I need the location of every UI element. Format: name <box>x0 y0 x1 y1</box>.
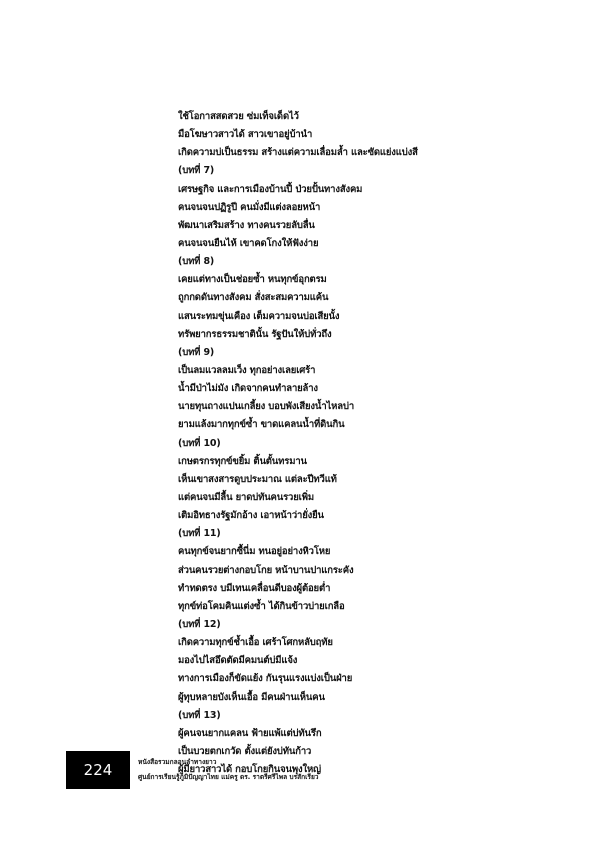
stanza-heading: (บทที่ 11) <box>178 528 221 540</box>
poem-line: นายทุนถางแปนเกลี้ยง บอบพังเสียงน้ำไหลบ่า <box>178 401 355 413</box>
poem-line: ผู้ทุบหลายบังเห็นเอื้อ มีคนฝ่านเห็นคน <box>178 691 325 703</box>
poem-line: เคยแต่ทางเป็นช่อยซ้ำ หนทุกข์อุกตรม <box>178 274 327 286</box>
stanza-heading: (บทที่ 9) <box>178 346 215 358</box>
poem-line: ทรัพยากรธรรมชาตินั้น รัฐปันให้บ่ทั่วถึง <box>178 328 332 340</box>
poem-line: พัฒนาเสริมสร้าง ทางคนรวยลับลื่น <box>178 219 315 231</box>
poem-line: แต่คนจนมีลื้น ยาดบ่ทันคนรวยเพิ่ม <box>178 491 314 503</box>
poem-line: มือโฆษาวสาวได้ สาวเขาอยู่บ้านำ <box>178 129 313 141</box>
stanza-heading: (บทที่ 8) <box>178 256 215 268</box>
poem-body <box>178 108 578 779</box>
poem-line: น้ำมีป่าไม่มัง เกิดจากคนทำลายล้าง <box>178 383 318 395</box>
poem-line: เห็นเขาสงสารดูบประมาณ แต่ละปีทวีแท้ <box>178 473 337 485</box>
poem-line: ถูกกดดันทางสังคม สั่งสะสมความแค้น <box>178 292 329 304</box>
poem-line: เกิดความทุกข์ช้ำเอื้อ เศร้าโศกหลับฤทัย <box>178 637 333 649</box>
poem-line: ทุกข์ท่อโคมคินแต่งซ้ำ ได้กินข้าวบ่ายเกลือ <box>178 600 345 612</box>
poem-line: ส่วนคนรวยต่างกอบโกย หน้าบานปาแกระคัง <box>178 564 354 576</box>
poem-line: ยามแล้งมากทุกข์ซ้ำ ขาดแคลนน้ำที่ดินกิน <box>178 419 345 431</box>
poem-line: คนทุกข์จนยากซื้นี่ม ทนอยู่อย่างหิวโหย <box>178 546 331 558</box>
poem-line: เกิดความบ่เป็นธรรม สร้างแต่ความเลื่อมล้ำ และซัดแย่งแบ่งสี <box>178 147 418 159</box>
poem-line: เศรษฐกิจ และการเมืองบ้านปี้ ป่วยปั้นทางสังคม <box>178 183 363 195</box>
stanza-heading: (บทที่ 12) <box>178 618 221 630</box>
poem-line: เป็นบวยตกเกวัด ตั้งแต่ยังบ่ทันก้าว <box>178 745 312 757</box>
poem-line: ทำทดตรง บมีเทนเคลื่อนดีบองผู้ต้อยต่ำ <box>178 582 331 594</box>
poem-line: คนจนจนยืนไห้ เขาคดโกงให้ฟังง่าย <box>178 237 319 249</box>
stanza-heading: (บทที่ 13) <box>178 709 221 721</box>
stanza-heading: (บทที่ 10) <box>178 437 221 449</box>
book-title: หนังสือรวมกลอนลำทางยาว <box>138 758 217 766</box>
page-footer <box>66 751 595 789</box>
poem-line: ใช้โอกาสสดสวย ซ่มเท็จเด็ดไว้ <box>178 111 299 122</box>
poem-line: ผู้คนจนยากแคลน ฟ้ายแพ้แต่บ่ทันรึก <box>178 727 322 739</box>
poem-line: เป็นลมแวลลมเว็ง ทุกอย่างเลยเศร้า <box>178 364 316 376</box>
stanza-heading: (บทที่ 7) <box>178 165 215 177</box>
poem-line: ผู้มียาวสาวได้ กอบโกยกินจนพุงใหญ่ <box>178 764 321 776</box>
poem-line: ทางการเมืองก็ขัดแย้ง กันรุนแรงแบ่งเป็นฝ่าย <box>178 673 353 685</box>
poem-line: เติมอิทธางรัฐมักอ้าง เอาหน้าว่ายั่งยืน <box>178 510 324 522</box>
poem-line: มองไปไสอึดตัดมีคมนต์บ่มีแจ้ง <box>178 655 298 667</box>
page-number: 224 <box>66 751 130 789</box>
poem-line: แสนระทมขุ่นเคือง เต็มความจนบ่อเสียนั้ง <box>178 310 340 322</box>
book-source: ศูนย์การเรียนรู้ภูมิปัญญาไทย แม่ครู ดร. ราตรีศรีไพล บรสักเรียว <box>138 773 319 781</box>
poem-line: เกษตรกรทุกข์ขยิ้ม ติ้นตั้นทรมาน <box>178 455 307 467</box>
poem-line: คนจนจนปฏิรูปี คนมั่งมีแต่งลอยหน้า <box>178 201 321 213</box>
